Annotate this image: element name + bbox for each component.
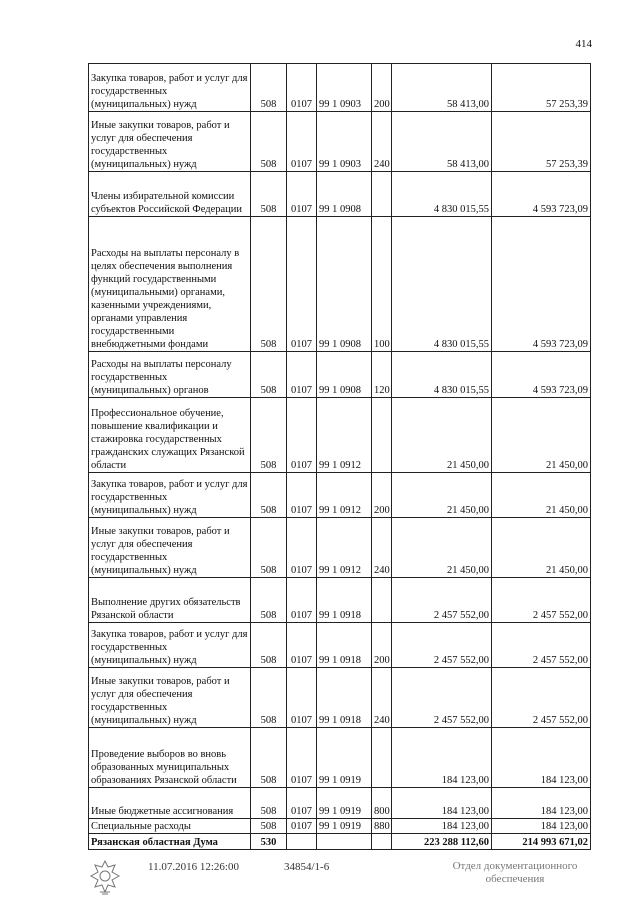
row-vr: 120 [372,352,392,398]
row-razdel: 0107 [287,623,317,668]
footer-document-number: 34854/1-6 [284,861,330,873]
row-vr [372,578,392,623]
table-row [89,819,591,834]
stamp-line-2: обеспечения [485,873,545,885]
row-vr: 100 [372,217,392,352]
department-stamp [440,860,590,886]
budget-table-body [89,64,591,850]
row-vr [372,398,392,473]
row-razdel: 0107 [287,819,317,834]
budget-table [88,63,591,850]
row-vr: 200 [372,473,392,518]
row-vr: 200 [372,623,392,668]
row-name: Закупка товаров, работ и услуг для государственных (муниципальных) нужд [89,473,251,518]
table-row [89,352,591,398]
row-csr: 99 1 0912 [317,473,372,518]
table-row [89,172,591,217]
row-name: Члены избирательной комиссии субъектов Российской Федерации [89,172,251,217]
total-row [89,834,591,850]
row-sum-2018: 184 123,00 [492,728,591,788]
row-ved: 508 [251,473,287,518]
row-name: Иные закупки товаров, работ и услуг для обеспечения государственных (муниципальных) нужд [89,518,251,578]
row-vr [372,172,392,217]
row-csr: 99 1 0908 [317,217,372,352]
row-name: Иные закупки товаров, работ и услуг для обеспечения государственных (муниципальных) нужд [89,112,251,172]
row-razdel: 0107 [287,217,317,352]
row-ved: 508 [251,728,287,788]
row-razdel: 0107 [287,172,317,217]
row-csr: 99 1 0903 [317,112,372,172]
row-vr: 880 [372,819,392,834]
row-csr: 99 1 0919 [317,728,372,788]
row-sum-2017: 4 830 015,55 [392,172,492,217]
row-ved: 508 [251,788,287,819]
page-number: 414 [575,38,592,50]
total-ved: 530 [251,834,287,850]
row-razdel: 0107 [287,473,317,518]
row-sum-2017: 58 413,00 [392,112,492,172]
row-csr: 99 1 0918 [317,623,372,668]
row-vr: 240 [372,668,392,728]
row-sum-2017: 21 450,00 [392,473,492,518]
total-sum-2017: 223 288 112,60 [392,834,492,850]
row-csr: 99 1 0919 [317,788,372,819]
table-row [89,473,591,518]
row-name: Закупка товаров, работ и услуг для государственных (муниципальных) нужд [89,623,251,668]
row-ved: 508 [251,398,287,473]
total-csr [317,834,372,850]
row-sum-2017: 184 123,00 [392,819,492,834]
row-sum-2018: 57 253,39 [492,64,591,112]
row-sum-2017: 2 457 552,00 [392,623,492,668]
row-sum-2017: 2 457 552,00 [392,578,492,623]
row-ved: 508 [251,112,287,172]
row-sum-2018: 21 450,00 [492,473,591,518]
row-vr [372,728,392,788]
row-razdel: 0107 [287,398,317,473]
row-sum-2018: 184 123,00 [492,788,591,819]
table-row [89,788,591,819]
table-row [89,112,591,172]
table-row [89,217,591,352]
row-csr: 99 1 0918 [317,578,372,623]
row-sum-2018: 21 450,00 [492,398,591,473]
page-footer [0,855,640,900]
row-razdel: 0107 [287,578,317,623]
row-csr: 99 1 0903 [317,64,372,112]
row-razdel: 0107 [287,352,317,398]
row-vr: 240 [372,518,392,578]
table-row [89,728,591,788]
row-sum-2018: 4 593 723,09 [492,172,591,217]
row-ved: 508 [251,217,287,352]
row-vr: 200 [372,64,392,112]
row-name: Профессиональное обучение, повышение квалификации и стажировка государственных гражданских служащих Рязанской области [89,398,251,473]
table-row [89,64,591,112]
table-row [89,668,591,728]
table-row [89,578,591,623]
row-ved: 508 [251,352,287,398]
row-sum-2018: 2 457 552,00 [492,578,591,623]
row-sum-2018: 184 123,00 [492,819,591,834]
table-row [89,623,591,668]
row-name: Иные закупки товаров, работ и услуг для обеспечения государственных (муниципальных) нужд [89,668,251,728]
table-row [89,518,591,578]
row-ved: 508 [251,819,287,834]
row-sum-2017: 184 123,00 [392,728,492,788]
row-sum-2018: 2 457 552,00 [492,668,591,728]
row-razdel: 0107 [287,668,317,728]
total-name: Рязанская областная Дума [89,834,251,850]
row-csr: 99 1 0912 [317,518,372,578]
row-name: Специальные расходы [89,819,251,834]
row-name: Расходы на выплаты персоналу государственных (муниципальных) органов [89,352,251,398]
table-row [89,398,591,473]
row-sum-2017: 21 450,00 [392,398,492,473]
row-sum-2017: 4 830 015,55 [392,217,492,352]
row-razdel: 0107 [287,788,317,819]
row-razdel: 0107 [287,728,317,788]
row-sum-2017: 58 413,00 [392,64,492,112]
row-name: Расходы на выплаты персоналу в целях обеспечения выполнения функций государственными (муниципальными) органами, казенными учреждениями, органами управления государственными внебюджетными фондами [89,217,251,352]
total-sum-2018: 214 993 671,02 [492,834,591,850]
row-sum-2017: 2 457 552,00 [392,668,492,728]
row-name: Проведение выборов во вновь образованных муниципальных образованиях Рязанской области [89,728,251,788]
row-razdel: 0107 [287,64,317,112]
row-sum-2018: 2 457 552,00 [492,623,591,668]
row-name: Закупка товаров, работ и услуг для государственных (муниципальных) нужд [89,64,251,112]
row-sum-2017: 184 123,00 [392,788,492,819]
row-ved: 508 [251,64,287,112]
row-ved: 508 [251,518,287,578]
row-ved: 508 [251,668,287,728]
total-vr [372,834,392,850]
row-csr: 99 1 0908 [317,172,372,217]
stamp-line-1: Отдел документационного [452,860,578,872]
row-sum-2018: 4 593 723,09 [492,352,591,398]
row-csr: 99 1 0908 [317,352,372,398]
row-sum-2017: 4 830 015,55 [392,352,492,398]
row-vr: 240 [372,112,392,172]
row-ved: 508 [251,172,287,217]
row-name: Иные бюджетные ассигнования [89,788,251,819]
row-csr: 99 1 0919 [317,819,372,834]
row-sum-2018: 4 593 723,09 [492,217,591,352]
row-razdel: 0107 [287,112,317,172]
row-sum-2018: 57 253,39 [492,112,591,172]
row-csr: 99 1 0918 [317,668,372,728]
row-sum-2017: 21 450,00 [392,518,492,578]
coat-of-arms-icon [88,859,122,895]
row-csr: 99 1 0912 [317,398,372,473]
row-ved: 508 [251,578,287,623]
row-sum-2018: 21 450,00 [492,518,591,578]
row-vr: 800 [372,788,392,819]
footer-datetime: 11.07.2016 12:26:00 [148,861,239,873]
total-razdel [287,834,317,850]
row-razdel: 0107 [287,518,317,578]
row-ved: 508 [251,623,287,668]
row-name: Выполнение других обязательств Рязанской области [89,578,251,623]
